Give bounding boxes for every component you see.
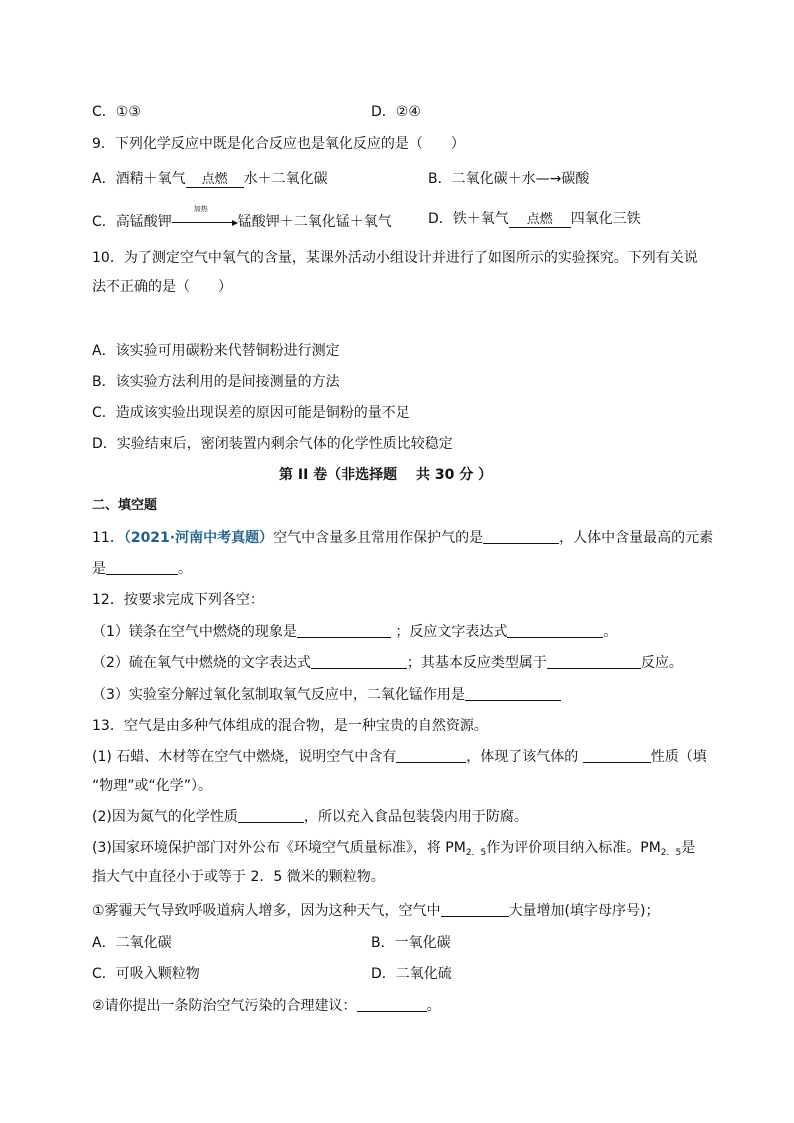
q13-option-a: A．二氧化碳 — [92, 935, 172, 951]
q11-line1: 11．（2021·河南中考真题）空气中含量多且常用作保护气的是 ，人体中含量最高的元素 — [92, 530, 714, 546]
q9-d-reactants: D．铁＋氧气 — [428, 211, 509, 227]
answer-blank[interactable] — [238, 808, 304, 823]
q13-part1-cont: “物理”或“化学”）。 — [92, 778, 213, 794]
reaction-condition: 点燃 — [509, 213, 571, 228]
reaction-arrow-icon: 加热 — [172, 210, 238, 228]
q9-option-d — [428, 210, 641, 228]
q9-c-reactants: C．高锰酸钾 — [92, 214, 172, 230]
q9-a-reactants: A．酒精＋氧气 — [92, 171, 186, 187]
q13-part2: (2)因为氮气的化学性质 ，所以充入食品包装袋内用于防腐。 — [92, 809, 528, 825]
q12-stem: 12．按要求完成下列各空： — [92, 592, 264, 608]
answer-blank[interactable] — [547, 654, 641, 669]
answer-blank[interactable] — [311, 654, 407, 669]
reaction-condition: 点燃 — [186, 173, 244, 188]
answer-blank[interactable] — [483, 529, 559, 544]
q9-option-c — [92, 205, 392, 231]
q9-c-products: 锰酸钾＋二氧化锰＋氧气 — [237, 214, 392, 230]
q13-part3: (3)国家环境保护部门对外公布《环境空气质量标准》，将 $PM_{2.5}$作为评价项目纳入标准。$PM_{2.5}$是 — [92, 840, 696, 858]
q10-stem-line1: 10．为了测定空气中氧气的含量，某课外活动小组设计并进行了如图所示的实验探究。下列有关说 — [92, 250, 698, 266]
q13-part3-cont: 指大气中直径小于或等于 2．5 微米的颗粒物。 — [92, 869, 385, 885]
answer-blank[interactable] — [441, 902, 509, 917]
answer-blank[interactable] — [396, 748, 466, 763]
q9-d-products: 四氧化三铁 — [570, 211, 641, 227]
answer-blank[interactable] — [297, 623, 391, 638]
q10-option-a: A．该实验可用碳粉来代替铜粉进行测定 — [92, 343, 340, 359]
q13-stem: 13．空气是由多种气体组成的混合物，是一种宝贵的自然资源。 — [92, 718, 488, 734]
q13-option-b: B．一氧化碳 — [371, 935, 451, 951]
q12-part3: （3）实验室分解过氧化氢制取氧气反应中，二氧化锰作用是 — [92, 686, 561, 704]
q8-option-d: D．②④ — [371, 104, 421, 120]
q9-option-b: B．二氧化碳＋水—→碳酸 — [428, 171, 590, 187]
q10-option-d: D．实验结束后，密闭装置内剩余气体的化学性质比较稳定 — [92, 436, 453, 452]
q13-option-c: C．可吸入颗粒物 — [92, 966, 200, 982]
q11-line2: 是 。 — [92, 561, 192, 577]
q8-option-c: C．①③ — [92, 104, 141, 120]
answer-blank[interactable] — [507, 623, 603, 638]
answer-blank[interactable] — [583, 748, 651, 763]
q9-option-a — [92, 170, 328, 188]
q13-option-d: D．二氧化硫 — [371, 966, 452, 982]
source-tag: （2021·河南中考真题） — [123, 530, 274, 546]
q9-stem: 9．下列化学反应中既是化合反应也是氧化反应的是（ ） — [92, 136, 465, 152]
q13-sub2: ②请你提出一条防治空气污染的合理建议： 。 — [92, 998, 441, 1014]
section-heading: 二、填空题 — [92, 498, 158, 513]
q12-part2: （2）硫在氧气中燃烧的文字表达式 ；其基本反应类型属于 反应。 — [92, 655, 683, 671]
answer-blank[interactable] — [357, 997, 427, 1012]
q10-option-c: C．造成该实验出现误差的原因可能是铜粉的量不足 — [92, 405, 410, 421]
q13-sub1: ①雾霾天气导致呼吸道病人增多，因为这种天气，空气中 大量增加(填字母序号)； — [92, 903, 660, 919]
answer-blank[interactable] — [106, 560, 178, 575]
part-title: 第 II 卷（非选择题 共 30 分 ） — [279, 467, 493, 483]
answer-blank[interactable] — [465, 686, 561, 701]
q9-a-products: 水＋二氧化碳 — [243, 171, 328, 187]
q10-stem-line2: 法不正确的是（ ） — [92, 279, 232, 295]
q13-part1: (1) 石蜡、木材等在空气中燃烧，说明空气中含有 ，体现了该气体的 性质（填 — [92, 749, 707, 765]
q10-option-b: B．该实验方法利用的是间接测量的方法 — [92, 374, 340, 390]
q12-part1: （1）镁条在空气中燃烧的现象是 ；反应文字表达式 。 — [92, 624, 618, 640]
